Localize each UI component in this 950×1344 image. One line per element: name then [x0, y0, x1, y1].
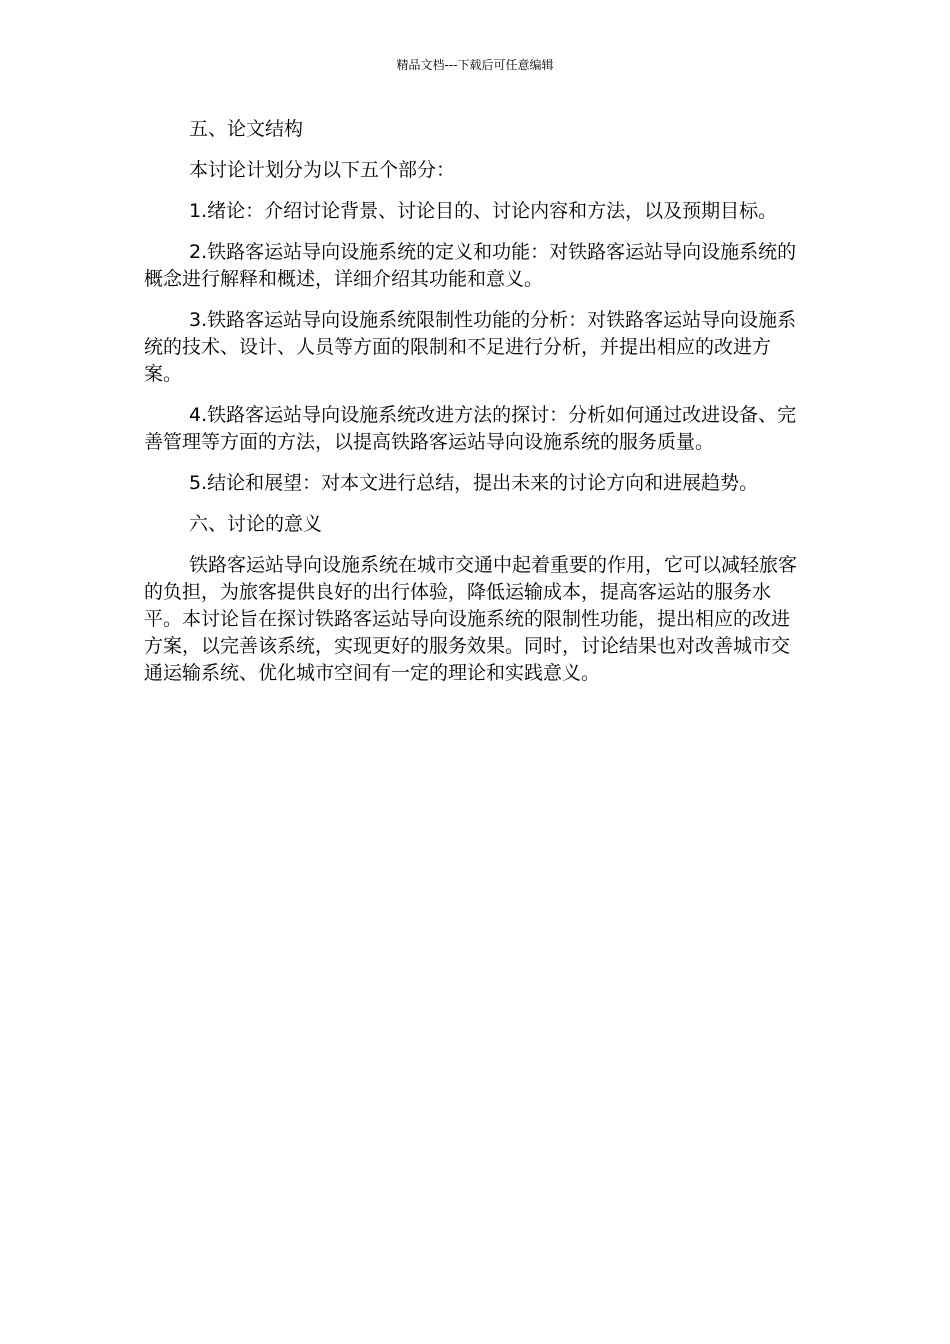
significance-paragraph: 铁路客运站导向设施系统在城市交通中起着重要的作用，它可以减轻旅客的负担，为旅客提供良好的出行体验，降低运输成本，提高客运站的服务水平。本讨论旨在探讨铁路客运站导向设施系统的限制性功能，提出相应的改进方案，以完善该系统，实现更好的服务效果。同时，讨论结果也对改善城市交通运输系统、优化城市空间有一定的理论和实践意义。 [144, 554, 798, 684]
structure-item-2: 2.铁路客运站导向设施系统的定义和功能：对铁路客运站导向设施系统的概念进行解释和概述，详细介绍其功能和意义。 [144, 241, 797, 290]
structure-item-5: 5.结论和展望：对本文进行总结，提出未来的讨论方向和进展趋势。 [189, 472, 759, 494]
document-body [144, 116, 804, 701]
page-header: 精品文档---下载后可任意编辑 [396, 58, 554, 72]
structure-item-4: 4.铁路客运站导向设施系统改进方法的探讨：分析如何通过改进设备、完善管理等方面的方法，以提高铁路客运站导向设施系统的服务质量。 [144, 404, 797, 453]
structure-item-1: 1.绪论：介绍讨论背景、讨论目的、讨论内容和方法，以及预期目标。 [189, 200, 778, 222]
section-heading-significance: 六、讨论的意义 [189, 513, 323, 535]
structure-item-3: 3.铁路客运站导向设施系统限制性功能的分析：对铁路客运站导向设施系统的技术、设计、人员等方面的限制和不足进行分析，并提出相应的改进方案。 [144, 309, 797, 385]
section-heading-structure: 五、论文结构 [189, 118, 304, 140]
structure-intro: 本讨论计划分为以下五个部分： [189, 159, 456, 181]
